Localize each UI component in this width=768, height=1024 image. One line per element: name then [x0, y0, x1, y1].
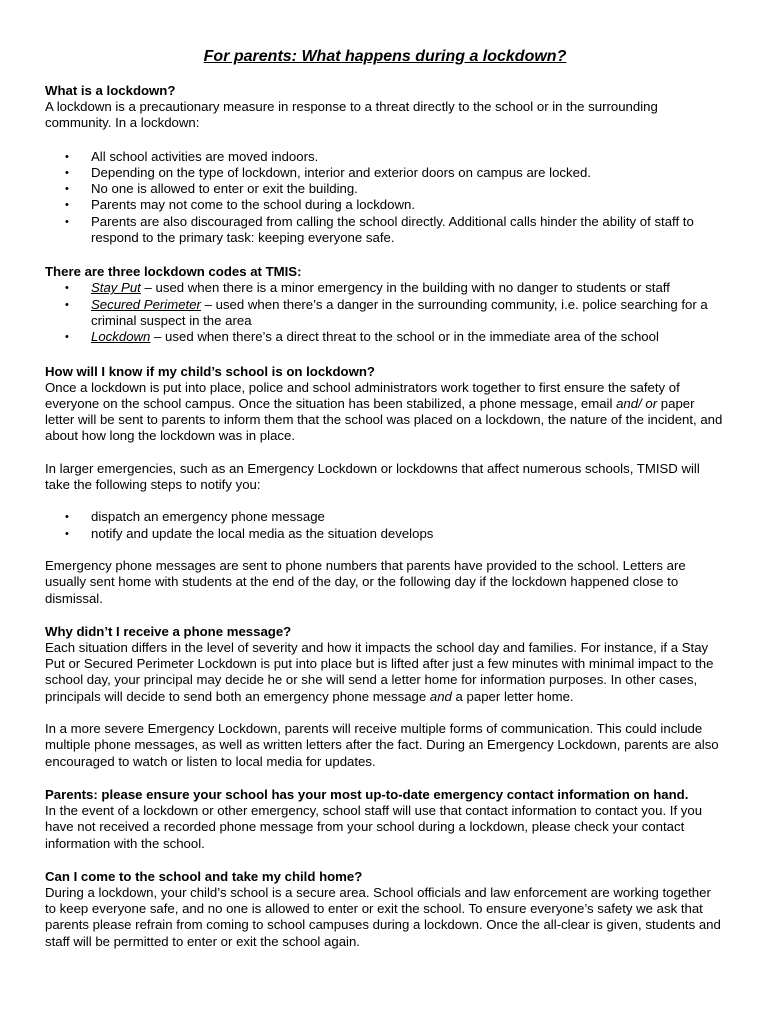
section-heading-why-no-message: Why didn’t I receive a phone message? — [45, 623, 292, 639]
code-description: – used when there’s a danger in the surrounding community, i.e. police searching for a criminal suspect in the area — [91, 296, 708, 328]
code-description: – used when there’s a direct threat to the school or in the immediate area of the school — [150, 329, 659, 345]
section-paragraph: Each situation differs in the level of severity and how it impacts the school day and families. For instance, if a Stay Put or Secured Perimeter Lockdown is put into place but is lifted after just a few minutes with minimal impact to the school day, your principal may decide he or she will send a letter home for information purposes. In other cases, principals will decide to send both an emergency phone message and a paper letter home. — [45, 639, 714, 704]
lockdown-codes-list — [45, 280, 725, 345]
code-name: Stay Put — [91, 280, 141, 296]
section-heading-take-child-home: Can I come to the school and take my child home? — [45, 868, 363, 884]
list-item: • Parents are also discouraged from calling the school directly. Additional calls hinder the ability of staff to respond to the primary task: keeping everyone safe. — [45, 214, 725, 247]
section-paragraph: A lockdown is a precautionary measure in response to a threat directly to the school or in the surrounding community. In a lockdown: — [45, 99, 658, 131]
section-heading-contact-info: Parents: please ensure your school has your most up-to-date emergency contact information on hand. — [45, 786, 689, 802]
list-item: • Depending on the type of lockdown, interior and exterior doors on campus are locked. — [45, 165, 725, 181]
list-item: • notify and update the local media as the situation develops — [45, 526, 725, 542]
section-paragraph: Once a lockdown is put into place, police and school administrators work together to first ensure the safety of everyone on the school campus. Once the situation has been stabilized, a phone message, email and/ or paper letter will be sent to parents to inform them that the school was placed on a lockdown, the nature of the incident, and about how long the lockdown was in place. — [45, 379, 723, 444]
section-paragraph: Emergency phone messages are sent to phone numbers that parents have provided to the school. Letters are usually sent home with students at the end of the day, or the following day if the lockdown happened close to dismissal. — [45, 557, 686, 606]
section-heading-what-is-lockdown: What is a lockdown? — [45, 83, 176, 98]
section-heading-how-will-i-know: How will I know if my child’s school is on lockdown? — [45, 363, 375, 379]
page-title: For parents: What happens during a lockdown? — [203, 48, 567, 65]
code-description: – used when there is a minor emergency in the building with no danger to students or staff — [140, 280, 670, 296]
notification-steps-list — [45, 509, 725, 542]
list-item — [45, 329, 725, 345]
section-paragraph: In larger emergencies, such as an Emergency Lockdown or lockdowns that affect numerous schools, TMISD will take the following steps to notify you: — [45, 460, 700, 493]
code-name: Lockdown — [91, 329, 151, 345]
section-heading-lockdown-codes: There are three lockdown codes at TMIS: — [45, 264, 302, 280]
list-item: • dispatch an emergency phone message — [45, 509, 725, 525]
list-item — [45, 280, 725, 296]
list-item: • No one is allowed to enter or exit the building. — [45, 181, 725, 197]
section-paragraph: In a more severe Emergency Lockdown, parents will receive multiple forms of communication. This could include multiple phone messages, as well as written letters after the fact. During an Emergency Lockdown, parents are also encouraged to watch or listen to local media for updates. — [45, 721, 719, 769]
code-name: Secured Perimeter — [91, 296, 201, 312]
list-item — [45, 297, 725, 330]
document-page — [45, 46, 725, 950]
section-paragraph: In the event of a lockdown or other emergency, school staff will use that contact information to contact you. If you have not received a recorded phone message from your school during a lockdown, please check your contact information with the school. — [45, 802, 703, 851]
list-item: • Parents may not come to the school during a lockdown. — [45, 197, 725, 213]
list-item: • All school activities are moved indoors. — [45, 149, 725, 165]
section-paragraph: During a lockdown, your child’s school is a secure area. School officials and law enforcement are working together to keep everyone safe, and no one is allowed to enter or exit the school. To ensure everyone’s safety we ask that parents please refrain from coming to school campuses during a lockdown. Once the all-clear is given, students and staff will be permitted to enter or exit the school again. — [45, 884, 721, 949]
lockdown-measures-list — [45, 149, 725, 247]
